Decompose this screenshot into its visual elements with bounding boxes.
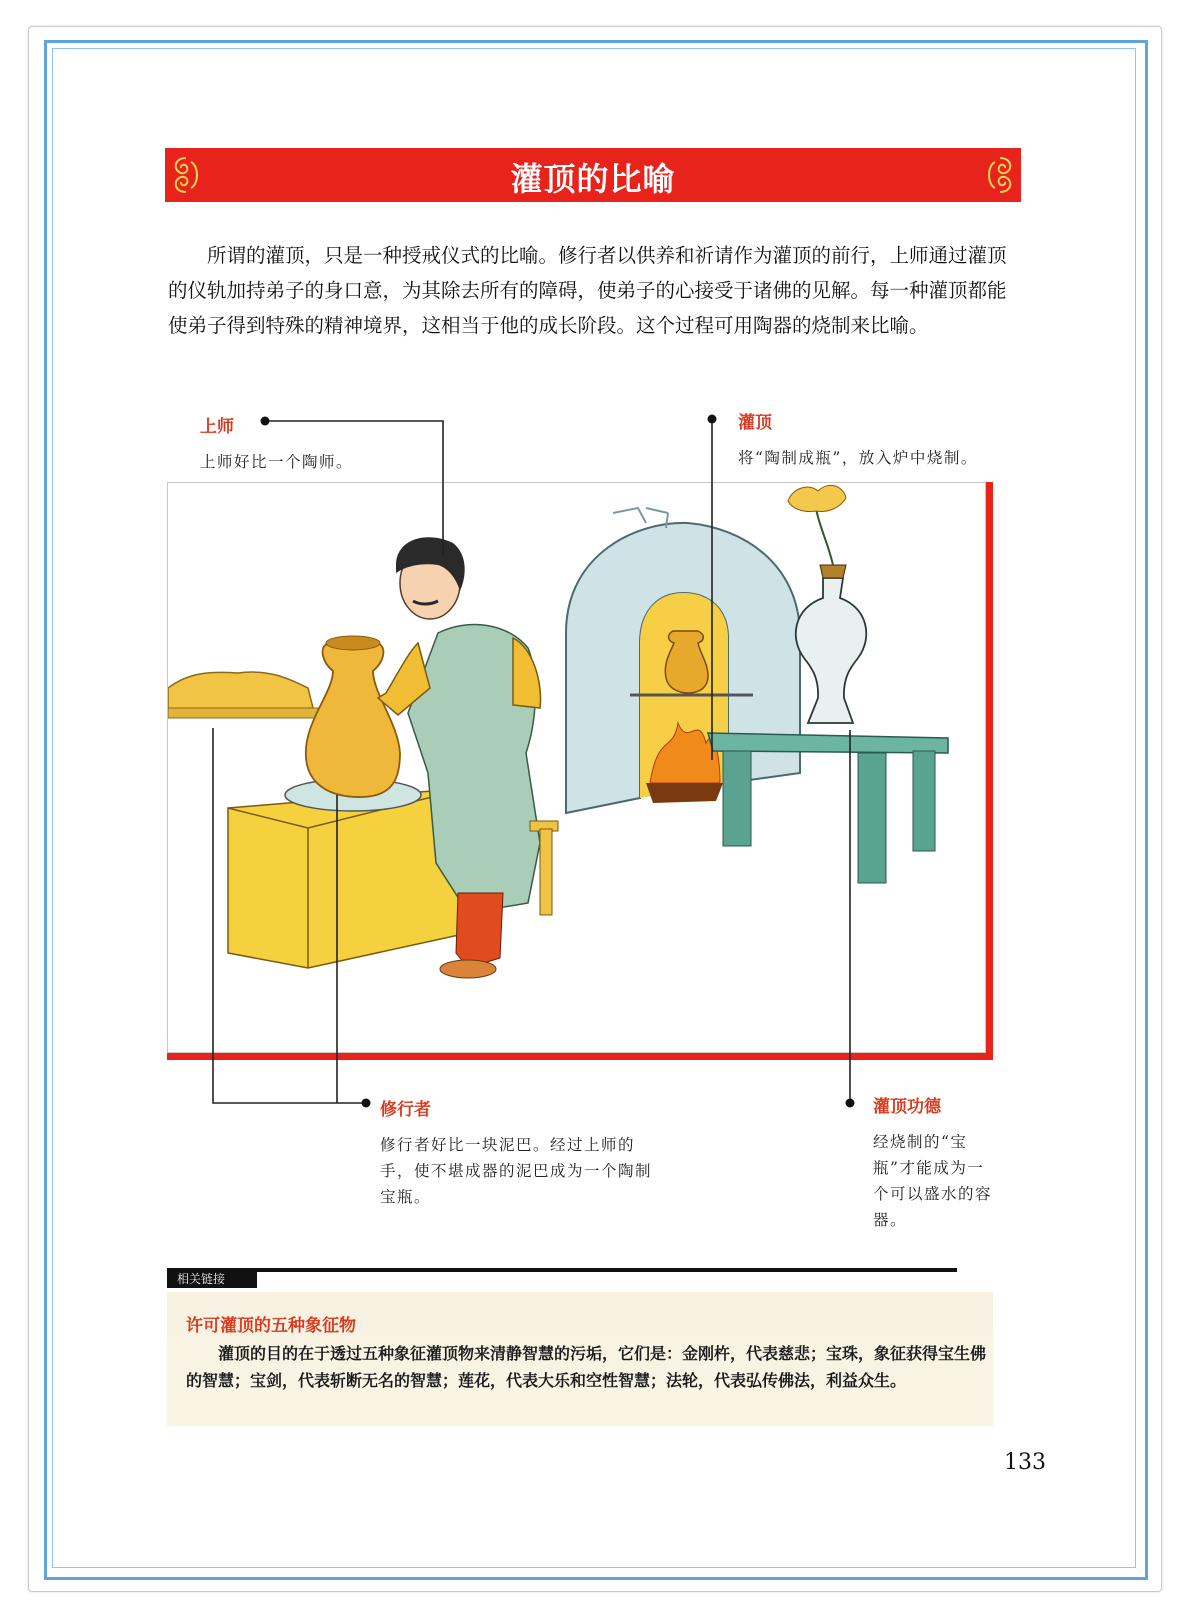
- callout-heading: 修行者: [380, 1100, 431, 1120]
- page-title: 灌顶的比喻: [510, 160, 676, 198]
- page-number: 133: [1004, 1450, 1046, 1475]
- callout-text: 上师好比一个陶师。: [200, 453, 354, 471]
- callout-heading: 灌顶: [738, 413, 772, 433]
- callout-text: 经烧制的“宝瓶”才能成为一个可以盛水的容器。: [873, 1133, 993, 1229]
- callout-text: 修行者好比一块泥巴。经过上师的手，使不堪成器的泥巴成为一个陶制宝瓶。: [380, 1136, 653, 1206]
- related-divider: [167, 1268, 957, 1272]
- callout-merit: [873, 1092, 993, 1233]
- related-text: 灌顶的目的在于透过五种象征灌顶物来清静智慧的污垢，它们是：金刚杵，代表慈悲；宝珠，象征获得宝生佛的智慧；宝剑，代表斩断无名的智慧；莲花，代表大乐和空性智慧；法轮，代表弘传佛法，利益众生。: [186, 1344, 987, 1390]
- related-title: 许可灌顶的五种象征物: [186, 1316, 356, 1336]
- callout-practitioner: [380, 1095, 660, 1210]
- callout-heading: 灌顶功德: [873, 1097, 941, 1117]
- intro-paragraph: 所谓的灌顶，只是一种授戒仪式的比喻。修行者以供养和祈请作为灌顶的前行，上师通过灌顶的仪轨加持弟子的身口意，为其除去所有的障碍，使弟子的心接受于诸佛的见解。每一种灌顶都能使弟子得到特殊的精神境界，这相当于他的成长阶段。这个过程可用陶器的烧制来比喻。: [168, 244, 1007, 337]
- related-tag: 相关链接: [167, 1270, 257, 1288]
- callout-heading: 上师: [200, 417, 234, 437]
- callout-text: 将“陶制成瓶”，放入炉中烧制。: [738, 449, 978, 467]
